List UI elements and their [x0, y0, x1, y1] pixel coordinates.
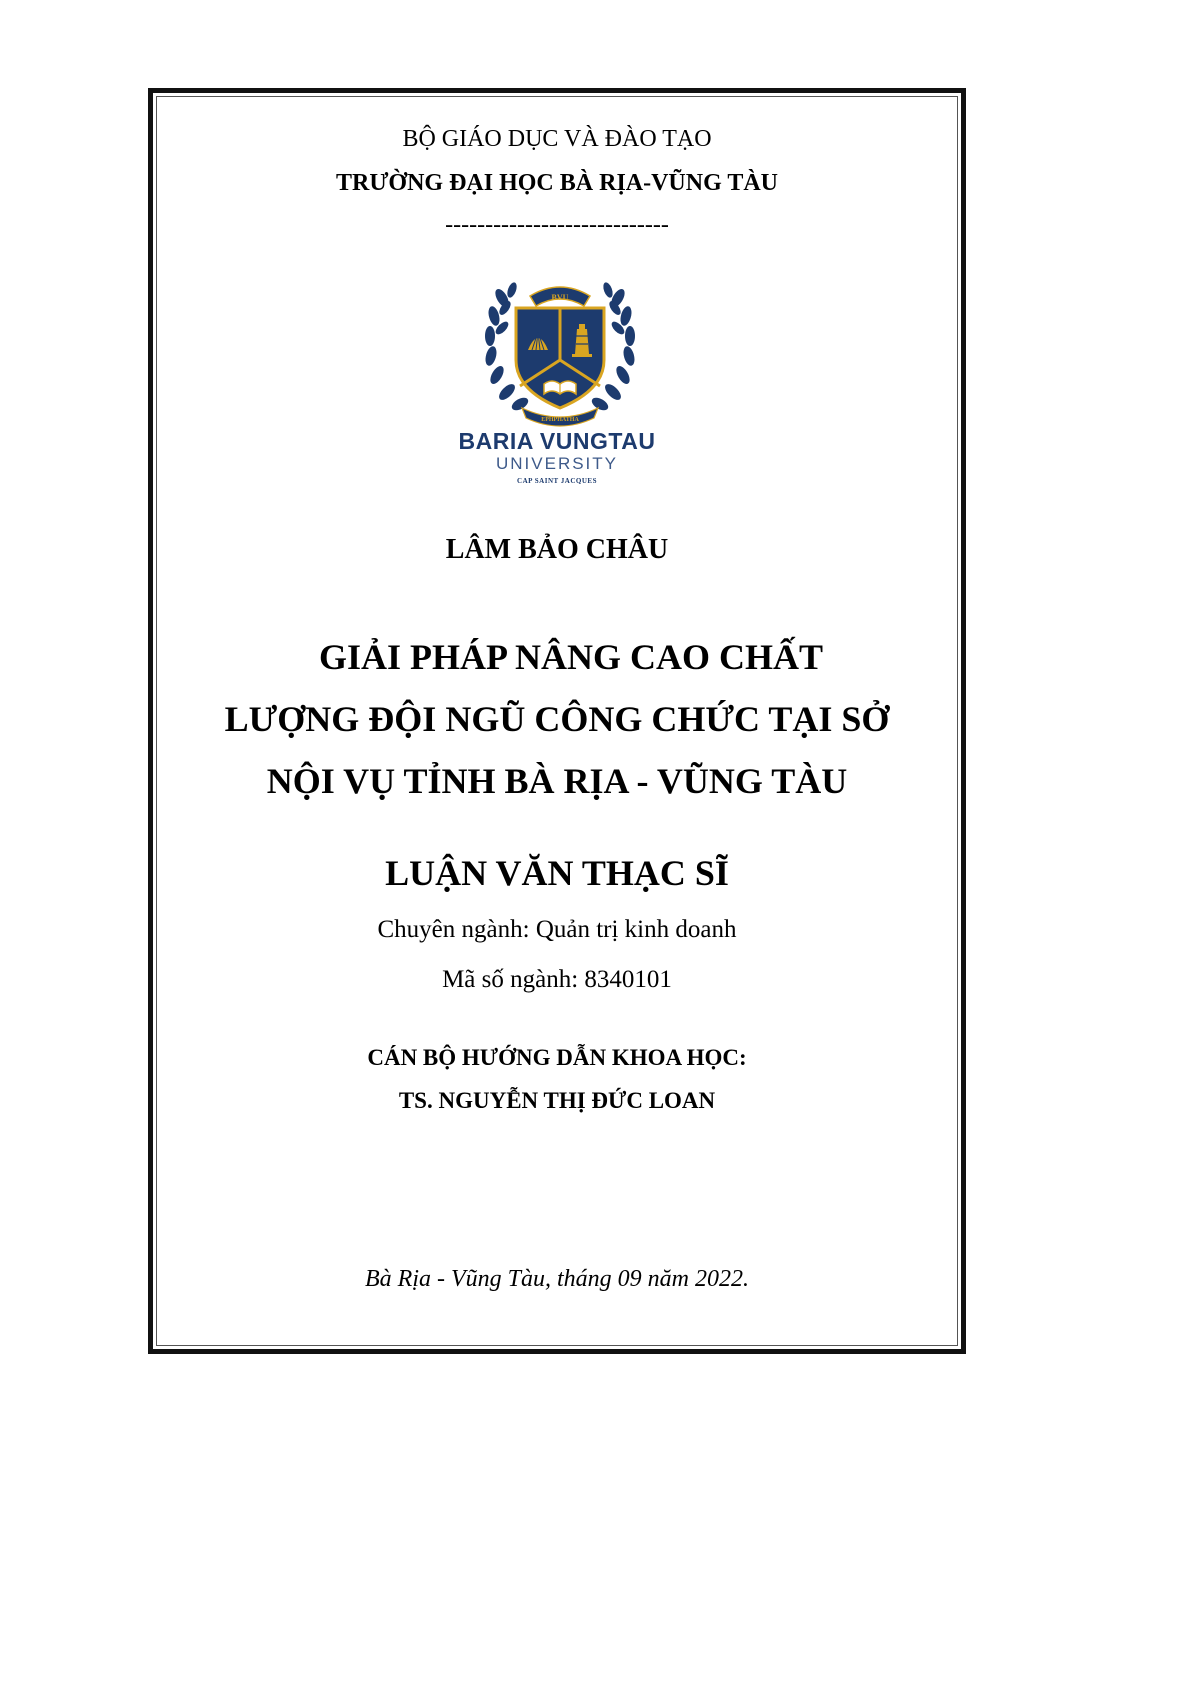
- logo-name-line-3: CAP SAINT JACQUES: [517, 477, 597, 485]
- place-date: Bà Rịa - Vũng Tàu, tháng 09 năm 2022.: [365, 1266, 749, 1292]
- thesis-type: LUẬN VĂN THẠC SĨ: [385, 853, 729, 893]
- logo-name-line-1: BARIA VUNGTAU: [458, 428, 656, 454]
- supervisor-name: TS. NGUYỄN THỊ ĐỨC LOAN: [398, 1088, 716, 1113]
- university-name: TRƯỜNG ĐẠI HỌC BÀ RỊA-VŨNG TÀU: [335, 170, 779, 196]
- svg-text:BVU: BVU: [551, 293, 569, 302]
- separator-line: ----------------------------: [445, 212, 669, 238]
- ministry-name: BỘ GIÁO DỤC VÀ ĐÀO TẠO: [402, 126, 712, 152]
- logo-name-line-2: UNIVERSITY: [495, 454, 619, 473]
- thesis-title-line-2: LƯỢNG ĐỘI NGŨ CÔNG CHỨC TẠI SỞ: [224, 699, 890, 739]
- major: Chuyên ngành: Quản trị kinh doanh: [377, 916, 737, 943]
- thesis-title-line-1: GIẢI PHÁP NÂNG CAO CHẤT: [318, 637, 824, 677]
- svg-text:EPHPHATHA: EPHPHATHA: [541, 417, 579, 423]
- major-code: Mã số ngành: 8340101: [442, 966, 672, 993]
- thesis-title-line-3: NỘI VỤ TỈNH BÀ RỊA - VŨNG TÀU: [266, 761, 848, 801]
- supervisor-heading: CÁN BỘ HƯỚNG DẪN KHOA HỌC:: [367, 1045, 747, 1070]
- author-name: LÂM BẢO CHÂU: [445, 534, 669, 565]
